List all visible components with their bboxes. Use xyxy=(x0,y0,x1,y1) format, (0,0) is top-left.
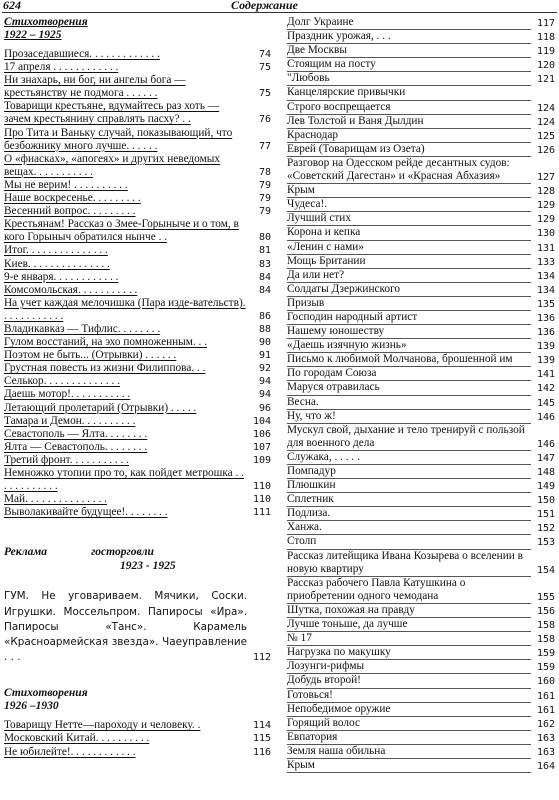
header-rule xyxy=(2,12,557,13)
entry-page: 160 xyxy=(536,676,555,688)
entry-page: 139 xyxy=(536,341,555,353)
entry-page: 128 xyxy=(536,186,555,198)
entry-title: На учет каждая мелочишка (Пара изде-вательств). . . . . . . . . . . . xyxy=(4,296,246,322)
entry-title: Владикавказ — Тифлис. . . . . . . . xyxy=(4,322,161,335)
entry-page: 161 xyxy=(536,690,555,702)
entry-page: 158 xyxy=(536,620,555,632)
toc-entry[interactable] xyxy=(287,381,555,395)
entry-title: Гулом восстаний, на эхо помноженным. . . xyxy=(4,336,208,349)
entry-title: Весна. xyxy=(287,396,531,410)
entry-page: 106 xyxy=(252,428,271,440)
entry-title: Плюшкин xyxy=(287,479,531,493)
entry-page: 91 xyxy=(258,350,271,362)
entry-page: 131 xyxy=(536,242,555,254)
toc-entry[interactable] xyxy=(287,198,555,212)
page-number: 624 xyxy=(3,0,21,12)
entry-title: Нашему юношеству xyxy=(287,325,531,339)
toc-entry[interactable] xyxy=(4,74,271,100)
entry-page: 110 xyxy=(252,494,271,506)
entry-page: 79 xyxy=(258,193,271,205)
toc-entry[interactable] xyxy=(287,618,555,632)
toc-entry[interactable] xyxy=(4,402,271,415)
entry-page: 77 xyxy=(258,140,271,152)
entry-title: Подлиза. xyxy=(287,507,531,521)
entry-page: 124 xyxy=(536,116,555,128)
toc-entry[interactable] xyxy=(287,550,555,577)
entry-page: 151 xyxy=(536,509,555,521)
toc-entry[interactable] xyxy=(4,454,271,467)
entry-title: "Любовь xyxy=(287,72,531,86)
entry-title: Призыв xyxy=(287,297,531,311)
entry-page: 163 xyxy=(536,732,555,744)
entry-page: 161 xyxy=(536,704,555,716)
entry-title: Сплетник xyxy=(287,493,531,507)
entry-page: 149 xyxy=(536,481,555,493)
entry-title: Немножко утопии про то, как пойдет метрошка . . . . . . . . . . . . xyxy=(4,467,244,493)
toc-entry[interactable] xyxy=(287,297,555,311)
entry-page: 109 xyxy=(252,454,271,466)
toc-entry[interactable] xyxy=(287,451,555,465)
entry-title: 17 апреля . . . . . . . . . . . . xyxy=(4,61,119,74)
entry-title: Киев. . . . . . . . . . . . . . . xyxy=(4,257,110,270)
entry-title: Поэтом не быть... (Отрывки) . . . . . . xyxy=(4,349,177,362)
toc-entry[interactable] xyxy=(287,72,555,86)
entry-page: 134 xyxy=(536,284,555,296)
entry-title: Тамара и Демон. . . . . . . . . . xyxy=(4,414,136,427)
toc-entry[interactable] xyxy=(4,719,271,732)
toc-entry[interactable] xyxy=(287,157,555,184)
toc-entry[interactable] xyxy=(287,311,555,325)
entry-page: 162 xyxy=(536,718,555,730)
entry-title: «Ленин с нами» xyxy=(287,241,531,255)
entry-page: 130 xyxy=(536,228,555,240)
toc-entry[interactable] xyxy=(287,255,555,269)
toc-entry[interactable] xyxy=(287,30,555,44)
entry-page: 75 xyxy=(258,62,271,74)
toc-entry[interactable] xyxy=(4,506,271,519)
entry-title: Земля наша обильна xyxy=(287,745,531,759)
entry-title: ГУМ. Не уговариваем. Мячики, Соски. Игрушки. Моссельпром. Папиросы «Ира». Папиросы «Танс». Карамель «Красноармейская звезда». Чаеуправление . . . xyxy=(4,590,247,664)
toc-entry[interactable] xyxy=(4,218,271,244)
toc-entry[interactable] xyxy=(287,339,555,353)
toc-entry[interactable] xyxy=(287,212,555,226)
toc-entry[interactable] xyxy=(287,465,555,479)
entry-page: 94 xyxy=(258,376,271,388)
toc-entry[interactable] xyxy=(4,48,271,61)
entry-title: Нагрузка по макушку xyxy=(287,646,531,660)
toc-entry[interactable] xyxy=(4,375,271,388)
entry-page: 152 xyxy=(536,523,555,535)
toc-entry[interactable] xyxy=(4,349,271,362)
entry-title: Третий фронт. . . . . . . . . . . xyxy=(4,453,130,466)
toc-entry[interactable] xyxy=(287,367,555,381)
toc-entry[interactable] xyxy=(287,241,555,255)
entry-page: 76 xyxy=(258,114,271,126)
toc-entry[interactable] xyxy=(287,689,555,703)
entry-page: 155 xyxy=(536,591,555,603)
entry-page: 129 xyxy=(536,214,555,226)
toc-entry[interactable] xyxy=(287,424,555,451)
entry-title: Столп xyxy=(287,535,531,549)
entry-title: Товарищи крестьяне, вдумайтесь раз хоть — зачем крестьянину справлять пасху? . . xyxy=(4,100,220,126)
entry-title: Служака, . . . . . xyxy=(287,451,531,465)
entry-page: 139 xyxy=(536,355,555,367)
toc-entry[interactable] xyxy=(287,507,555,521)
toc-entry[interactable] xyxy=(4,732,271,745)
entry-page: 115 xyxy=(252,733,271,745)
entry-page: 164 xyxy=(536,760,555,772)
toc-entry[interactable] xyxy=(287,353,555,367)
entry-title: Канцелярские привычки xyxy=(287,86,531,100)
entry-page: 148 xyxy=(536,467,555,478)
toc-entry[interactable] xyxy=(287,521,555,535)
toc-entry[interactable] xyxy=(287,577,555,604)
entry-title: Наше воскресенье. . . . . . . . . xyxy=(4,192,141,205)
entry-title: Маруся отравилась xyxy=(287,381,531,395)
entry-page: 136 xyxy=(536,327,555,339)
section-title: Стихотворения xyxy=(4,16,88,28)
entry-title: Солдаты Дзержинского xyxy=(287,283,531,297)
entry-page: 116 xyxy=(252,746,271,758)
entry-page: 125 xyxy=(536,130,555,142)
entry-title: № 17 xyxy=(287,632,531,646)
toc-entry[interactable] xyxy=(287,283,555,297)
entry-page: 147 xyxy=(536,452,555,464)
entry-page: 94 xyxy=(258,389,271,401)
toc-entry[interactable] xyxy=(287,410,555,424)
left-column xyxy=(4,16,271,759)
entry-title: Лучше тоньше, да лучше xyxy=(287,618,531,632)
entry-title: Товарищу Нетте—пароходу и человеку. . xyxy=(4,719,201,732)
toc-entry[interactable] xyxy=(287,115,555,129)
entry-page: 81 xyxy=(258,245,271,257)
right-column xyxy=(287,16,555,773)
entry-page: 83 xyxy=(258,258,271,270)
entry-page: 110 xyxy=(252,481,271,493)
entry-page: 159 xyxy=(536,648,555,660)
entry-title: Лозунги-рифмы xyxy=(287,660,531,674)
toc-entry[interactable] xyxy=(287,632,555,646)
entry-title: 9-е января. . . . . . . . . . . . xyxy=(4,270,119,283)
toc-entry[interactable] xyxy=(4,244,271,257)
entry-page: 150 xyxy=(536,495,555,507)
toc-entry[interactable] xyxy=(4,297,271,323)
toc-entry[interactable] xyxy=(4,493,271,506)
entry-title: Господин народный артист xyxy=(287,311,531,325)
toc-entry[interactable] xyxy=(287,674,555,688)
entry-title: Разговор на Одесском рейде десантных судов: «Советский Дагестан» и «Красная Абхазия» xyxy=(287,157,531,184)
entry-page: 84 xyxy=(258,271,271,283)
toc-entry[interactable] xyxy=(287,703,555,717)
entry-page: 79 xyxy=(258,206,271,218)
entry-title: Не юбилейте!. . . . . . . . . . . . xyxy=(4,745,136,758)
toc-entry[interactable] xyxy=(4,441,271,454)
entry-page: 141 xyxy=(536,369,555,381)
toc-list-1922-1925 xyxy=(4,48,271,519)
toc-list-1926-1930 xyxy=(4,719,271,758)
toc-entry[interactable] xyxy=(287,143,555,157)
entry-page: 79 xyxy=(258,179,271,191)
entry-page: 86 xyxy=(258,310,271,322)
entry-page: 117 xyxy=(536,18,555,29)
entry-title: Выволакивайте будущее!. . . . . . . . xyxy=(4,506,168,519)
entry-page: 78 xyxy=(258,166,271,178)
entry-page: 92 xyxy=(258,363,271,375)
entry-page: 158 xyxy=(536,634,555,646)
toc-entry-gum[interactable] xyxy=(4,589,271,665)
entry-title: Селькор. . . . . . . . . . . . . . xyxy=(4,375,120,388)
toc-entry[interactable] xyxy=(4,127,271,153)
entry-title: Евпатория xyxy=(287,731,531,745)
entry-page: 154 xyxy=(536,564,555,576)
entry-title: Севастополь — Ялта. . . . . . . . xyxy=(4,427,148,440)
toc-entry[interactable] xyxy=(287,325,555,339)
entry-title: Стоящим на посту xyxy=(287,58,531,72)
toc-list-right xyxy=(287,16,555,773)
entry-page: 159 xyxy=(536,662,555,674)
entry-page: 80 xyxy=(258,232,271,244)
toc-entry[interactable] xyxy=(4,205,271,218)
entry-title: Чудеса!. xyxy=(287,198,531,212)
toc-entry[interactable] xyxy=(4,388,271,401)
entry-title: Готовься! xyxy=(287,689,531,703)
entry-page: 153 xyxy=(536,537,555,549)
entry-title: Рассказ рабочего Павла Катушкина о приобретении одного чемодана xyxy=(287,577,531,604)
entry-title: Грустная повесть из жизни Филиппова. . . xyxy=(4,362,206,375)
entry-title: Московский Китай. . . . . . . . . . xyxy=(4,732,150,745)
toc-entry[interactable] xyxy=(4,192,271,205)
section-years: 1923 - 1925 xyxy=(120,560,176,573)
entry-page: 127 xyxy=(536,172,555,184)
toc-entry[interactable] xyxy=(287,86,555,100)
toc-entry[interactable] xyxy=(287,44,555,58)
entry-page: 112 xyxy=(252,652,271,664)
toc-entry[interactable] xyxy=(287,646,555,660)
page-header xyxy=(3,0,556,16)
entry-title: Две Москвы xyxy=(287,44,531,58)
entry-page: 107 xyxy=(252,441,271,453)
toc-entry[interactable] xyxy=(4,323,271,336)
entry-page: 96 xyxy=(258,402,271,414)
entry-title: Мощь Британии xyxy=(287,255,531,269)
toc-entry[interactable] xyxy=(287,717,555,731)
toc-entry[interactable] xyxy=(4,284,271,297)
entry-title: Шутка, похожая на правду xyxy=(287,604,531,618)
toc-entry[interactable] xyxy=(287,731,555,745)
toc-entry[interactable] xyxy=(4,179,271,192)
entry-page: 104 xyxy=(252,415,271,427)
entry-title: Лев Толстой и Ваня Дылдин xyxy=(287,115,531,129)
entry-page: 114 xyxy=(252,720,271,732)
toc-entry[interactable] xyxy=(287,604,555,618)
toc-entry[interactable] xyxy=(287,101,555,115)
section-years: 1926 –1930 xyxy=(4,700,59,713)
entry-title: Лучший стих xyxy=(287,212,531,226)
entry-title: Краснодар xyxy=(287,129,531,143)
entry-title: Крестьянам! Рассказ о Змее-Горыныче и о том, в кого Горыныч обратился нынче . . xyxy=(4,218,239,244)
entry-title: «Даешь изячную жизнь» xyxy=(287,339,531,353)
toc-entry[interactable] xyxy=(287,226,555,240)
toc-entry[interactable] xyxy=(4,61,271,74)
entry-title: Долг Украине xyxy=(287,16,531,30)
toc-entry[interactable] xyxy=(287,58,555,72)
entry-page: 126 xyxy=(536,144,555,156)
section-title-reklama xyxy=(4,545,271,559)
entry-title: Ну, что ж! xyxy=(287,410,531,424)
entry-page: 124 xyxy=(536,102,555,114)
entry-page: 142 xyxy=(536,383,555,395)
entry-title: Ни знахарь, ни бог, ни ангелы бога — крестьянству не подмога . . . . . . xyxy=(4,74,186,100)
entry-page: 135 xyxy=(536,298,555,310)
entry-page: 74 xyxy=(258,49,271,60)
entry-title: Весенний вопрос. . . . . . . . . xyxy=(4,205,136,218)
toc-entry[interactable] xyxy=(287,129,555,143)
entry-title: Праздник урожая, . . . xyxy=(287,30,531,44)
entry-title: Еврей (Товарищам из Озета) xyxy=(287,143,531,157)
entry-title: Крым xyxy=(287,759,531,773)
running-title: Содержание xyxy=(231,0,298,12)
entry-title: Итог. . . . . . . . . . . . . . . xyxy=(4,244,108,257)
entry-page: 136 xyxy=(536,312,555,324)
entry-page: 146 xyxy=(536,411,555,423)
entry-title: Май. . . . . . . . . . . . . . . xyxy=(4,493,108,506)
entry-title: Комсомольская. . . . . . . . . . . xyxy=(4,283,138,296)
entry-page: 88 xyxy=(258,323,271,335)
entry-page: 111 xyxy=(252,507,271,519)
toc-entry[interactable] xyxy=(4,271,271,284)
entry-title: Письмо к любимой Молчанова, брошенной им xyxy=(287,353,531,367)
section-years: 1922 – 1925 xyxy=(4,29,62,41)
entry-title: Горящий волос xyxy=(287,717,531,731)
entry-page: 75 xyxy=(258,88,271,100)
entry-title: Ханжа. xyxy=(287,521,531,535)
entry-page: 90 xyxy=(258,337,271,349)
entry-page: 156 xyxy=(536,605,555,617)
entry-title: Прозаседавшиеся. . . . . . . . . . . . . xyxy=(4,48,160,60)
entry-title: Да или нет? xyxy=(287,269,531,283)
entry-page: 119 xyxy=(536,46,555,58)
section-title-part: Реклама xyxy=(4,546,48,559)
toc-entry[interactable] xyxy=(4,100,271,126)
entry-title: Ялта — Севастополь. . . . . . . . xyxy=(4,440,148,453)
entry-page: 163 xyxy=(536,746,555,758)
toc-entry[interactable] xyxy=(4,362,271,375)
toc-entry[interactable] xyxy=(4,153,271,179)
toc-entry[interactable] xyxy=(4,746,271,759)
toc-entry[interactable] xyxy=(287,479,555,493)
toc-entry[interactable] xyxy=(287,660,555,674)
entry-page: 146 xyxy=(536,438,555,450)
entry-page: 120 xyxy=(536,60,555,72)
toc-entry[interactable] xyxy=(287,535,555,549)
entry-title: О «фиасках», «апогеях» и других неведомых вещах. . . . . . . . . . . xyxy=(4,152,221,178)
entry-title: Строго воспрещается xyxy=(287,101,531,115)
entry-title: Непобедимое оружие xyxy=(287,703,531,717)
entry-title: Рассказ литейщика Ивана Козырева о вселении в новую квартиру xyxy=(287,550,531,577)
entry-title: Крым xyxy=(287,184,531,198)
entry-title: Про Тита и Ваньку случай, показывающий, что безбожнику много лучше. . . . . . xyxy=(4,126,233,152)
toc-entry[interactable] xyxy=(4,258,271,271)
entry-page: 134 xyxy=(536,270,555,282)
section-title: Стихотворения xyxy=(4,687,88,700)
toc-entry[interactable] xyxy=(4,415,271,428)
entry-title: Корона и кепка xyxy=(287,226,531,240)
entry-title: Даешь мотор!. . . . . . . . . . . xyxy=(4,388,131,401)
entry-title: Помпадур xyxy=(287,465,531,479)
toc-entry[interactable] xyxy=(287,493,555,507)
entry-title: Мускул свой, дыхание и тело тренируй с пользой для военного дела xyxy=(287,424,531,451)
entry-page: 133 xyxy=(536,256,555,268)
entry-page: 118 xyxy=(536,32,555,44)
section-title-part: госторговли xyxy=(91,546,154,559)
entry-title: По городам Союза xyxy=(287,367,531,381)
entry-page: 129 xyxy=(536,200,555,212)
toc-entry[interactable] xyxy=(287,184,555,198)
toc-entry[interactable] xyxy=(4,336,271,349)
toc-entry[interactable] xyxy=(287,759,555,773)
entry-title: Летающий пролетарий (Отрывки) . . . . . xyxy=(4,401,197,414)
toc-entry[interactable] xyxy=(4,467,271,493)
toc-entry[interactable] xyxy=(287,396,555,410)
entry-title: Добудь второй! xyxy=(287,674,531,688)
toc-entry[interactable] xyxy=(287,16,555,30)
toc-entry[interactable] xyxy=(4,428,271,441)
entry-page: 121 xyxy=(536,74,555,86)
entry-page: 84 xyxy=(258,284,271,296)
entry-page: 145 xyxy=(536,397,555,409)
entry-title: Мы не верим! . . . . . . . . . . xyxy=(4,178,128,191)
toc-entry[interactable] xyxy=(287,745,555,759)
toc-entry[interactable] xyxy=(287,269,555,283)
